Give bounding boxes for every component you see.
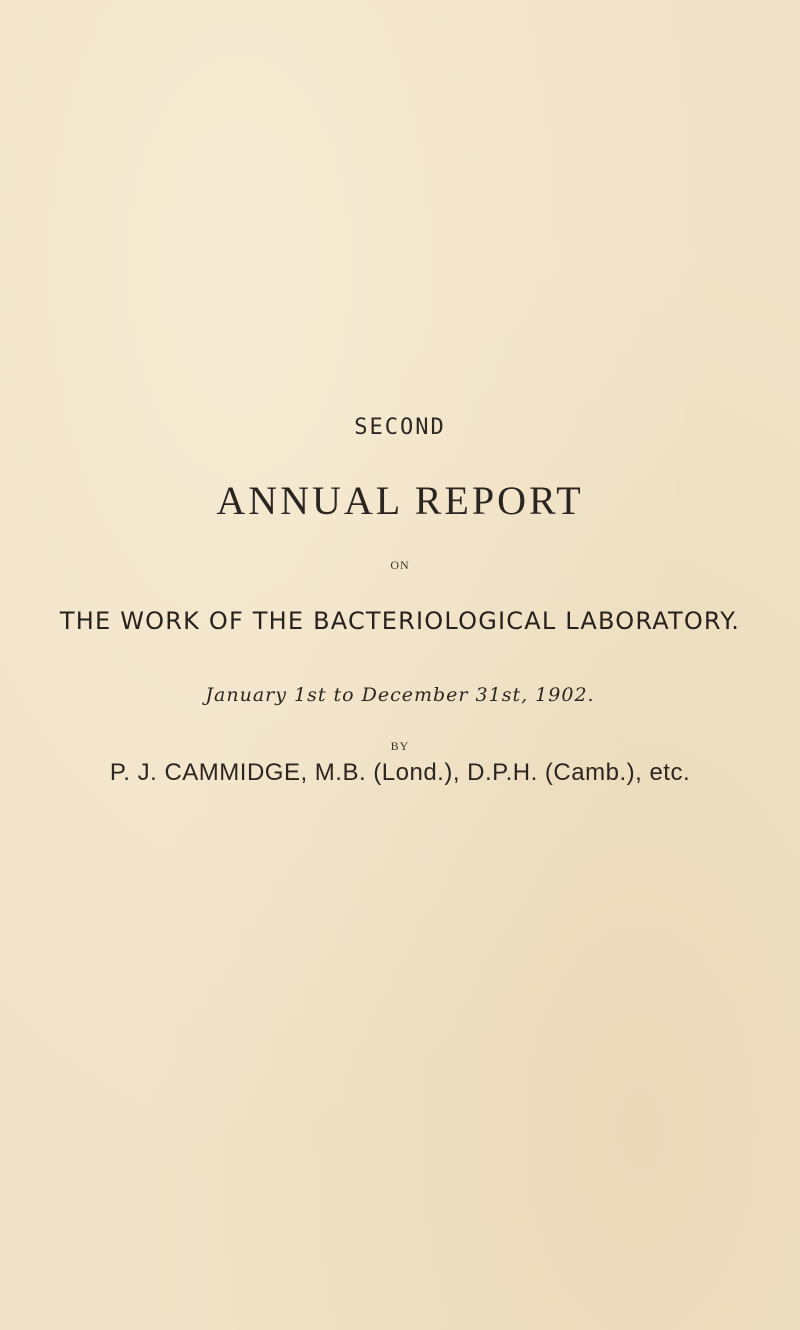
by-label: BY [390, 739, 410, 753]
heading-second: SECOND [354, 415, 446, 440]
heading-annual-report: ANNUAL REPORT [216, 478, 584, 523]
report-dates: January 1st to December 31st, 1902. [205, 684, 595, 706]
heading-work-of-laboratory: THE WORK OF THE BACTERIOLOGICAL LABORATORY. [59, 607, 741, 635]
heading-on: ON [390, 558, 410, 572]
author-line: P. J. CAMMIDGE, M.B. (Lond.), D.P.H. (Camb.), etc. [109, 759, 691, 786]
